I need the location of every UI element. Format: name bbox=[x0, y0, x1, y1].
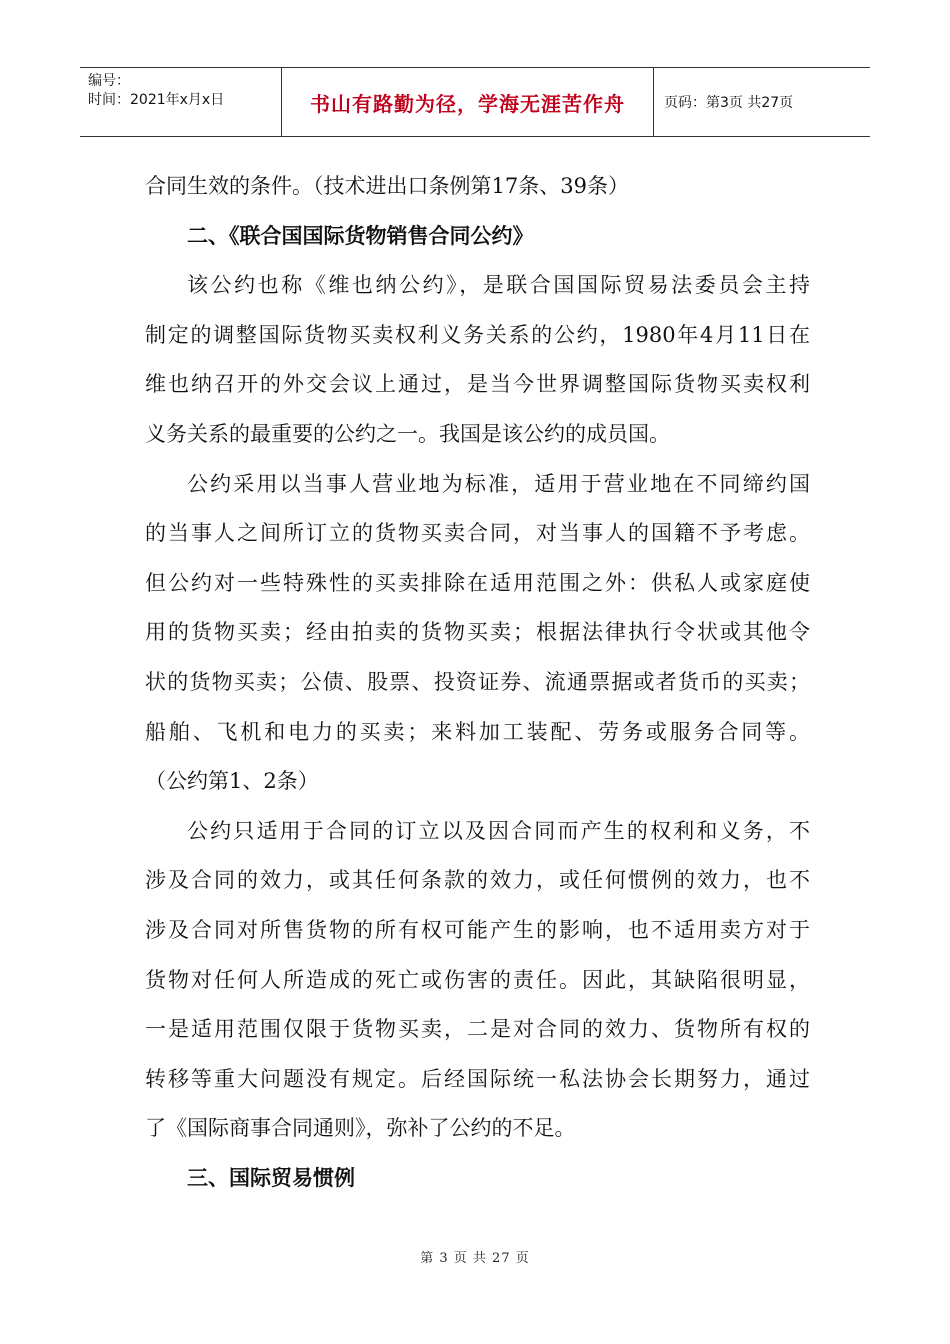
paragraph-line: 了《国际商事合同通则》，弥补了公约的不足。 bbox=[145, 1116, 576, 1141]
paragraph-line: 一是适用范围仅限于货物买卖，二是对合同的效力、货物所有权的 bbox=[145, 1017, 810, 1042]
paragraph-line: 转移等重大问题没有规定。后经国际统一私法协会长期努力，通过 bbox=[145, 1066, 810, 1091]
header-meta-cell bbox=[80, 68, 282, 136]
document-number-label: 编号： bbox=[88, 73, 130, 89]
document-time-label: 时间：2021年x月x日 bbox=[88, 92, 225, 108]
paragraph-line: 状的货物买卖；公债、股票、投资证券、流通票据或者货币的买卖； bbox=[145, 669, 810, 694]
section-heading-trade-practices: 三、国际贸易惯例 bbox=[187, 1165, 355, 1190]
header-motto: 书山有路勤为径，学海无涯苦作舟 bbox=[282, 68, 654, 136]
paragraph-line: 合同生效的条件。（技术进出口条例第17条、39条） bbox=[145, 174, 629, 198]
paragraph-line: 义务关系的最重要的公约之一。我国是该公约的成员国。 bbox=[145, 421, 670, 446]
document-header bbox=[80, 67, 870, 137]
section-heading-cisg: 二、《联合国国际货物销售合同公约》 bbox=[187, 223, 534, 248]
paragraph-line: 货物对任何人所造成的死亡或伤害的责任。因此，其缺陷很明显， bbox=[145, 967, 810, 992]
paragraph-line: 公约采用以当事人营业地为标准，适用于营业地在不同缔约国 bbox=[187, 471, 810, 496]
paragraph-line: （公约第1、2条） bbox=[145, 769, 319, 794]
paragraph-line: 涉及合同的效力，或其任何条款的效力，或任何惯例的效力，也不 bbox=[145, 868, 810, 893]
page-footer: 第 3 页 共 27 页 bbox=[420, 1251, 530, 1266]
paragraph-line: 用的货物买卖；经由拍卖的货物买卖；根据法律执行令状或其他令 bbox=[145, 620, 810, 645]
header-page-info: 页码：第3页 共27页 bbox=[664, 95, 794, 111]
document-body bbox=[145, 162, 810, 1203]
paragraph-line: 维也纳召开的外交会议上通过，是当今世界调整国际货物买卖权利 bbox=[145, 372, 810, 397]
paragraph-line: 船舶、飞机和电力的买卖；来料加工装配、劳务或服务合同等。 bbox=[145, 719, 810, 744]
paragraph-line: 该公约也称《维也纳公约》，是联合国国际贸易法委员会主持 bbox=[187, 273, 810, 298]
paragraph-line: 涉及合同对所售货物的所有权可能产生的影响，也不适用卖方对于 bbox=[145, 917, 810, 942]
paragraph-line: 公约只适用于合同的订立以及因合同而产生的权利和义务，不 bbox=[187, 818, 810, 843]
paragraph-line: 的当事人之间所订立的货物买卖合同，对当事人的国籍不予考虑。 bbox=[145, 521, 810, 546]
paragraph-line: 制定的调整国际货物买卖权利义务关系的公约，1980年4月11日在 bbox=[145, 322, 810, 347]
paragraph-line: 但公约对一些特殊性的买卖排除在适用范围之外：供私人或家庭使 bbox=[145, 570, 810, 595]
